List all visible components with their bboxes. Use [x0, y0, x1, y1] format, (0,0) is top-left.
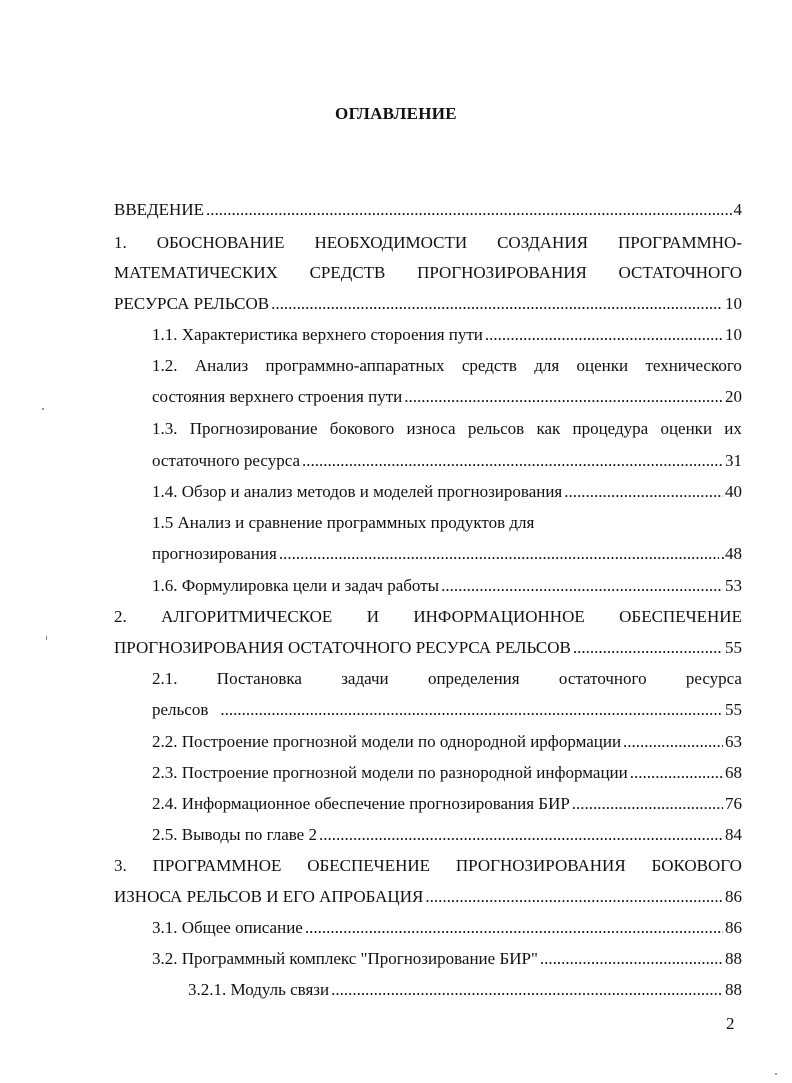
word: Постановка	[216, 669, 302, 688]
word: 3.	[114, 856, 127, 875]
toc-entry-ch3-last[interactable]	[114, 886, 742, 908]
toc-entry-text: 2.5. Выводы по главе 2	[152, 825, 317, 844]
dot-leader	[271, 293, 723, 315]
toc-entry-text: 1.1. Характеристика верхнего стороения пути	[152, 325, 483, 344]
page-number: 2	[726, 1014, 735, 1033]
toc-entry-page: 88	[725, 949, 742, 968]
word: износа	[406, 419, 456, 438]
word: остаточного	[558, 669, 647, 688]
word: ПРОГРАММНО-	[617, 233, 742, 252]
toc-entry-2-3[interactable]	[152, 762, 742, 784]
toc-entry-page: 86	[725, 918, 742, 937]
toc-entry-page: 68	[725, 763, 742, 782]
toc-entry-text: 3.2.1. Модуль связи	[188, 980, 330, 999]
word: НЕОБХОДИМОСТИ	[314, 233, 468, 252]
word: оценки	[660, 419, 713, 438]
word: БОКОВОГО	[651, 856, 742, 875]
page-title: ОГЛАВЛЕНИЕ	[335, 104, 457, 123]
dot-leader	[302, 450, 723, 472]
toc-entry-page: 86	[725, 887, 742, 906]
toc-entry-1-1[interactable]	[152, 324, 742, 346]
word: для	[534, 356, 560, 375]
toc-entry-text: 2.3. Построение прогнозной модели по разнородной информации	[152, 763, 628, 782]
toc-entry-3-1[interactable]	[152, 917, 742, 939]
dot-leader	[485, 324, 723, 346]
word: ПРОГНОЗИРОВАНИЯ	[417, 263, 587, 282]
word: ОБЕСПЕЧЕНИЕ	[619, 607, 742, 626]
dot-leader	[630, 762, 723, 784]
word: ресурса	[685, 669, 742, 688]
toc-entry-page: 88	[725, 980, 742, 999]
toc-entry-ch2-last[interactable]	[114, 637, 742, 659]
toc-entry-text: прогнозирования	[152, 544, 277, 563]
word: рельсов	[467, 419, 525, 438]
dot-leader	[623, 731, 723, 753]
toc-entry-text: рельсов	[152, 700, 209, 719]
word: 1.2.	[152, 356, 178, 375]
toc-entry-text: 2.4. Информационное обеспечение прогнозирования БИР	[152, 794, 570, 813]
toc-entry-ch1-last[interactable]	[114, 293, 742, 315]
toc-entry-2-5[interactable]	[152, 824, 742, 846]
toc-entry-1-3-line1[interactable]	[152, 418, 742, 440]
toc-entry-text: ПРОГНОЗИРОВАНИЯ ОСТАТОЧНОГО РЕСУРСА РЕЛЬСОВ	[114, 638, 571, 657]
dot-leader	[441, 575, 723, 597]
toc-entry-3-2[interactable]	[152, 948, 742, 970]
toc-entry-1-2-last[interactable]	[152, 386, 742, 408]
word: Прогнозирование	[189, 419, 318, 438]
scan-speck	[46, 636, 47, 640]
toc-entry-1-6[interactable]	[152, 575, 742, 597]
word: ОБЕСПЕЧЕНИЕ	[307, 856, 431, 875]
toc-entry-page: 40	[725, 482, 742, 501]
word: их	[724, 419, 742, 438]
toc-entry-text: 2.2. Построение прогнозной модели по однородной ирформации	[152, 732, 622, 751]
word: АЛГОРИТМИЧЕСКОЕ	[161, 607, 333, 626]
word: Анализ	[194, 356, 249, 375]
toc-entry-text: 3.1. Общее описание	[152, 918, 303, 937]
toc-entry-ch1-line1[interactable]	[114, 232, 742, 254]
toc-entry-text: ИЗНОСА РЕЛЬСОВ И ЕГО АПРОБАЦИЯ	[114, 887, 424, 906]
toc-entry-1-2-line1[interactable]	[152, 355, 742, 377]
toc-entry-2-4[interactable]	[152, 793, 742, 815]
toc-entry-2-1-last[interactable]	[152, 699, 742, 721]
toc-entry-2-1-line1[interactable]	[152, 668, 742, 690]
word: СРЕДСТВ	[309, 263, 386, 282]
word: технического	[645, 356, 742, 375]
scan-speck	[775, 1073, 777, 1075]
toc-entry-page: 55	[725, 638, 742, 657]
dot-leader	[331, 979, 723, 1001]
dot-leader	[279, 543, 719, 565]
scan-speck	[42, 408, 44, 410]
word: 2.	[114, 607, 127, 626]
toc-entry-text: 3.2. Программный комплекс "Прогнозирование БИР"	[152, 949, 538, 968]
toc-entry-text: 1.4. Обзор и анализ методов и моделей прогнозирования	[152, 482, 563, 501]
toc-entry-page: 53	[725, 576, 742, 595]
word: МАТЕМАТИЧЕСКИХ	[114, 263, 278, 282]
toc-entry-page: 55	[725, 700, 742, 719]
toc-entry-page: .48	[720, 544, 742, 563]
word: программно-аппаратных	[265, 356, 445, 375]
dot-leader	[573, 637, 723, 659]
word: 2.1.	[152, 669, 178, 688]
word: определения	[427, 669, 520, 688]
dot-leader	[572, 793, 723, 815]
dot-leader	[404, 386, 723, 408]
toc-entry-text: 1.6. Формулировка цели и задач работы	[152, 576, 440, 595]
dot-leader	[540, 948, 723, 970]
toc-entry-page: 84	[725, 825, 742, 844]
toc-entry-ch1-line2[interactable]	[114, 262, 742, 284]
toc-entry-page: 4	[733, 200, 742, 219]
toc-entry-intro[interactable]	[114, 199, 742, 221]
toc-entry-1-4[interactable]	[152, 481, 742, 503]
dot-leader	[305, 917, 723, 939]
toc-entry-text: остаточного ресурса	[152, 451, 301, 470]
word: ПРОГНОЗИРОВАНИЯ	[455, 856, 626, 875]
word: ПРОГРАММНОЕ	[152, 856, 282, 875]
toc-entry-1-5-line1[interactable]: 1.5 Анализ и сравнение программных продуктов для	[152, 513, 535, 532]
word: процедура	[572, 419, 649, 438]
word: как	[536, 419, 561, 438]
toc-entry-page: 31	[725, 451, 742, 470]
word: средств	[461, 356, 517, 375]
word: бокового	[329, 419, 395, 438]
toc-entry-text: состояния верхнего строения пути	[152, 387, 403, 406]
toc-entry-page: 63	[725, 732, 742, 751]
word: задачи	[341, 669, 389, 688]
dot-leader	[425, 886, 723, 908]
toc-entry-page: 20	[725, 387, 742, 406]
toc-entry-1-3-last[interactable]	[152, 450, 742, 472]
word: ИНФОРМАЦИОННОЕ	[413, 607, 585, 626]
toc-entry-3-2-1[interactable]	[188, 979, 742, 1001]
toc-entry-page: 10	[725, 325, 742, 344]
dot-leader	[564, 481, 723, 503]
dot-leader	[220, 699, 723, 721]
word: ОСТАТОЧНОГО	[618, 263, 742, 282]
word: И	[366, 607, 379, 626]
toc-entry-1-5-last[interactable]	[152, 543, 742, 565]
toc-entry-ch3-line1[interactable]	[114, 855, 742, 877]
word: 1.3.	[152, 419, 178, 438]
word: оценки	[576, 356, 629, 375]
dot-leader	[206, 199, 732, 221]
toc-entry-ch2-line1[interactable]	[114, 606, 742, 628]
dot-leader	[319, 824, 723, 846]
toc-entry-text: РЕСУРСА РЕЛЬСОВ	[114, 294, 270, 313]
toc-entry-2-2[interactable]	[152, 731, 742, 753]
word: 1.	[114, 233, 127, 252]
word: ОБОСНОВАНИЕ	[156, 233, 285, 252]
word: СОЗДАНИЯ	[497, 233, 588, 252]
toc-entry-page: 10	[725, 294, 742, 313]
toc-entry-page: 76	[725, 794, 742, 813]
toc-entry-text: ВВЕДЕНИЕ	[114, 200, 204, 219]
